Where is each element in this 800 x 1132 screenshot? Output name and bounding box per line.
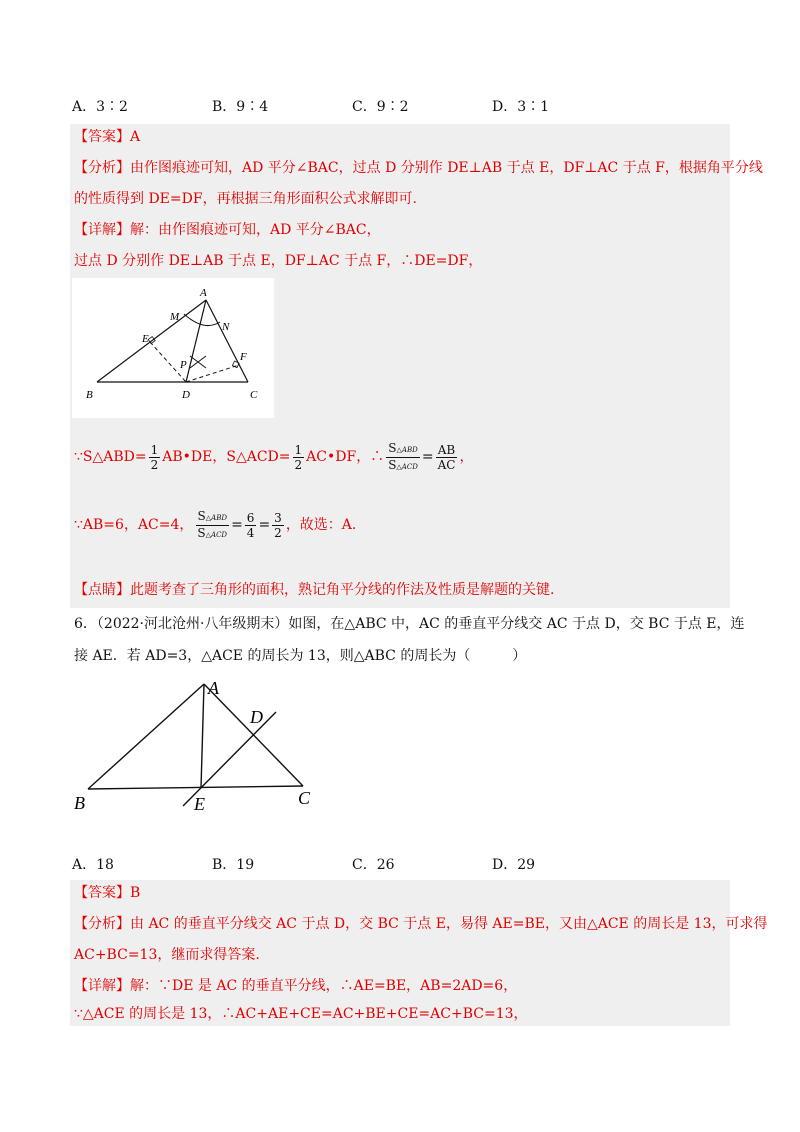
q5-detail-line-2: 过点 D 分别作 DE⊥AB 于点 E，DF⊥AC 于点 F，∴DE=DF，	[74, 253, 483, 269]
q5-option-d: D．3∶1	[492, 99, 550, 115]
q5-figure	[72, 278, 274, 418]
q6-answer-line: 【答案】B	[74, 885, 141, 901]
fraction-ab-ac: $\frac{AB}{AC}$	[437, 442, 456, 472]
q6-option-c: C．26	[352, 857, 395, 873]
q5-label-p: P	[180, 359, 187, 371]
q6-label-a: A	[208, 678, 219, 698]
fraction-area-ratio-2: $\frac{\text{S△ABD}}{\text{S△ACD}}$	[197, 508, 228, 540]
q5-label-c: C	[250, 389, 258, 401]
q5-option-c: C．9∶2	[352, 99, 409, 115]
q5-formula-line-2: ∵AB=6，AC=4， $\frac{\text{S△ABD}}{\text{S△ACD}}$ = $\frac{6}{4}$ = $\frac{3}{2}$ ，故选：A.	[74, 508, 357, 540]
q5-detail-line-1: 【详解】解：由作图痕迹可知，AD 平分∠BAC，	[74, 222, 381, 238]
q6-option-d: D．29	[492, 857, 536, 873]
q6-label-e: E	[194, 794, 205, 814]
q6-label-c: C	[298, 788, 311, 808]
q6-analysis-line-2: AC+BC=13，继而求得答案.	[74, 947, 260, 963]
q6-analysis-line-1: 【分析】由 AC 的垂直平分线交 AC 于点 D，交 BC 于点 E，易得 AE=BE，又由△ACE 的周长是 13，可求得	[74, 916, 768, 932]
q5-analysis-line-2: 的性质得到 DE=DF，再根据三角形面积公式求解即可.	[74, 191, 418, 207]
q5-label-e: E	[142, 333, 149, 345]
q5-label-d: D	[182, 389, 190, 401]
fraction-half-1: $\frac{1}{2}$	[150, 442, 159, 472]
fraction-half-2: $\frac{1}{2}$	[294, 442, 303, 472]
q5-option-a: A．3∶2	[72, 99, 128, 115]
q5-analysis-line-1: 【分析】由作图痕迹可知，AD 平分∠BAC，过点 D 分别作 DE⊥AB 于点 E，DF⊥AC 于点 F，根据角平分线	[74, 160, 763, 176]
q5-label-n: N	[222, 321, 230, 333]
q5-option-b: B．9∶4	[212, 99, 269, 115]
q5-label-f: F	[240, 351, 247, 363]
q5-formula-line-1: ∵S△ABD= $\frac{1}{2}$ AB•DE，S△ACD= $\frac{1}{2}$ AC•DF，∴ $\frac{\text{S△ABD}}{\text{S△ACD}}$ = $\frac{AB}{AC}$ ，	[74, 440, 474, 472]
q6-label-d: D	[250, 707, 263, 727]
q5-label-a: A	[200, 287, 207, 299]
q6-label-b: B	[74, 793, 85, 813]
fraction-area-ratio-1: $\frac{\text{S△ABD}}{\text{S△ACD}}$	[388, 440, 418, 472]
q6-figure	[70, 676, 330, 814]
q5-answer-line: 【答案】A	[74, 129, 141, 145]
q5-label-b: B	[86, 389, 93, 401]
q6-stem-line-1: 6．（2022·河北沧州·八年级期末）如图，在△ABC 中，AC 的垂直平分线交 AC 于点 D，交 BC 于点 E，连	[74, 616, 745, 632]
q6-detail-line-1: 【详解】解：∵DE 是 AC 的垂直平分线，∴AE=BE，AB=2AD=6，	[74, 978, 518, 994]
fraction-three-two: $\frac{3}{2}$	[274, 510, 282, 540]
q6-detail-line-2: ∵△ACE 的周长是 13，∴AC+AE+CE=AC+BE+CE=AC+BC=13，	[74, 1006, 528, 1022]
q5-options	[72, 96, 732, 120]
q6-triangle-diagram	[70, 676, 330, 814]
q6-option-b: B．19	[212, 857, 255, 873]
q5-comment-line: 【点睛】此题考查了三角形的面积，熟记角平分线的作法及性质是解题的关键.	[74, 582, 555, 598]
fraction-six-four: $\frac{6}{4}$	[246, 510, 255, 540]
q6-stem-line-2: 接 AE．若 AD=3，△ACE 的周长为 13，则△ABC 的周长为（ ）	[74, 648, 527, 664]
q6-option-a: A．18	[72, 857, 114, 873]
q5-triangle-diagram	[72, 278, 274, 418]
q5-label-m: M	[170, 311, 180, 323]
q6-options	[72, 854, 732, 878]
